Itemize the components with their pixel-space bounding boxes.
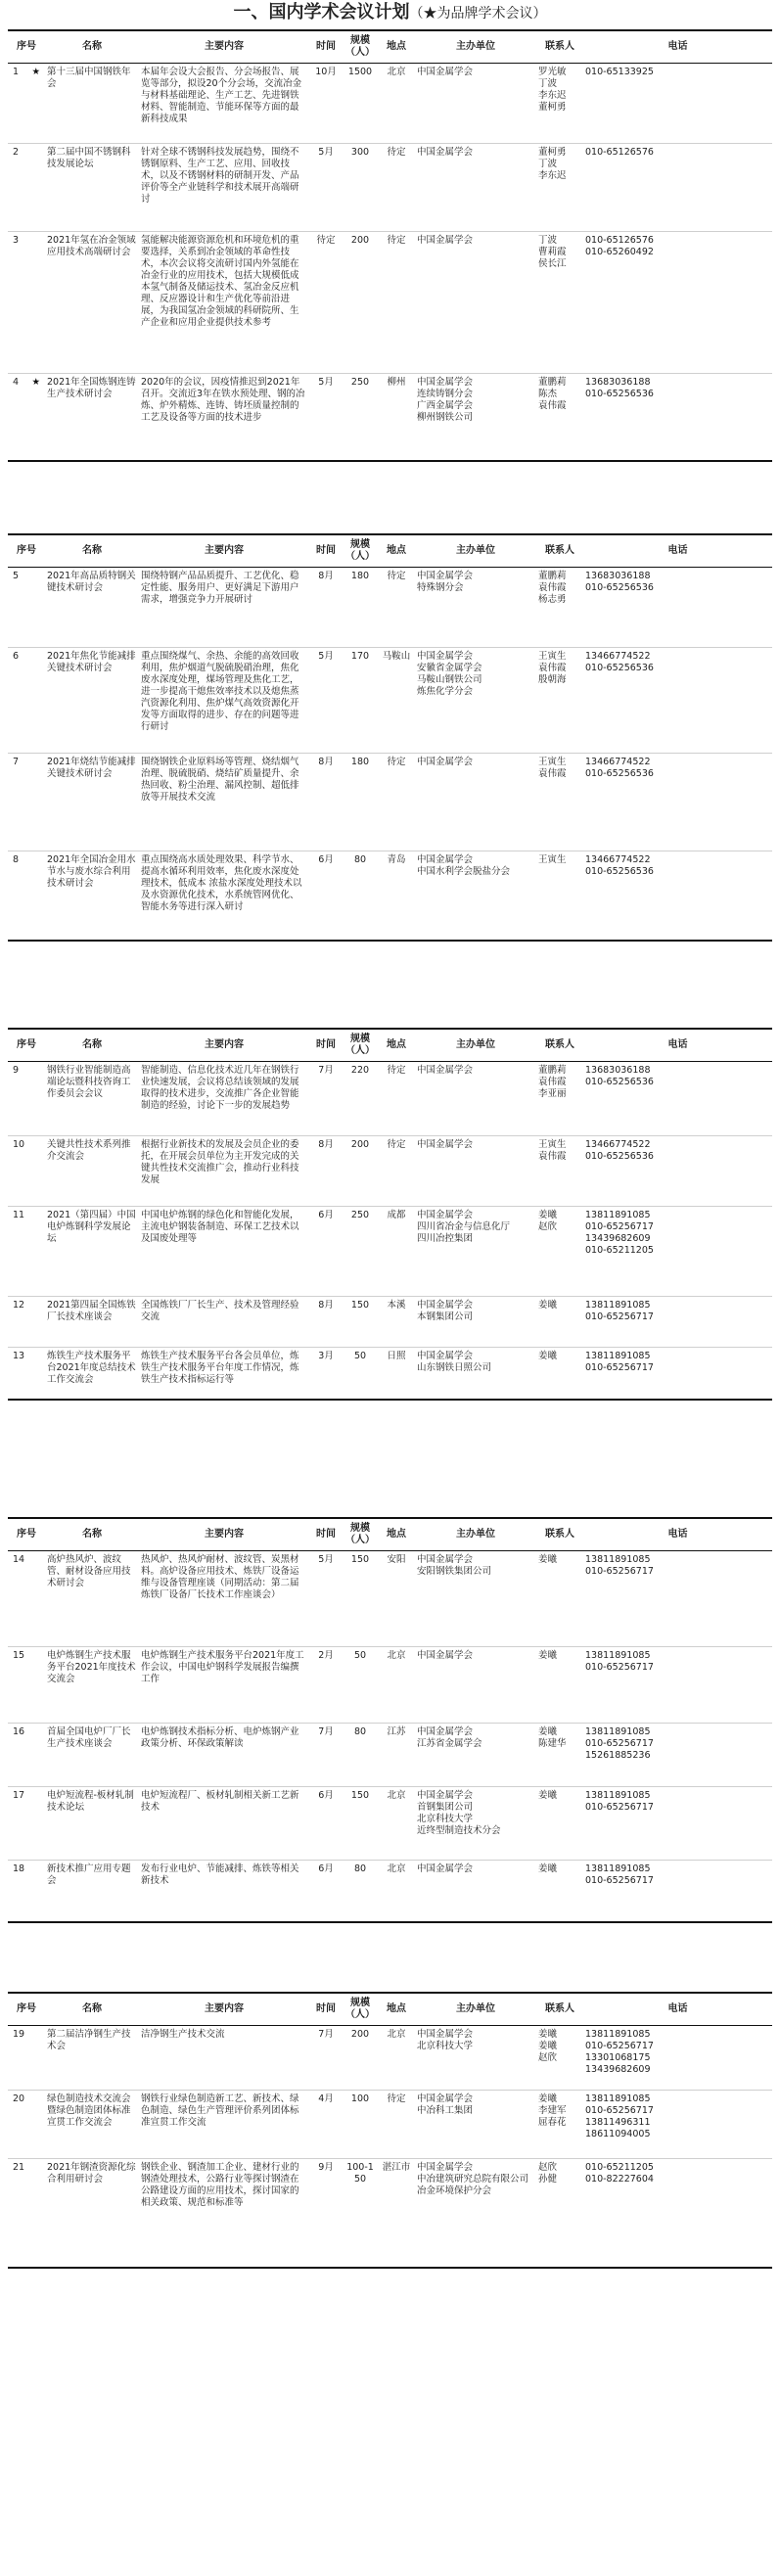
schedule-table: [8, 1519, 772, 1921]
seq-cell: [8, 1207, 45, 1297]
header-content: 主要内容: [139, 1030, 309, 1062]
meeting-time: 6月: [309, 1207, 343, 1297]
meeting-name: 2021年全国炼钢连铸生产技术研讨会: [47, 377, 136, 399]
seq-number: 19: [13, 2029, 25, 2040]
header-seq: 序号: [8, 535, 45, 568]
meeting-host: 中国金属学会 四川省冶金与信息化厅 四川冶控集团: [415, 1207, 536, 1297]
meeting-content: 本届年会设大会报告、分会场报告、展览等部分，拟设20个分会场，交流冶金与材料基础理论、生产工艺、先进钢铁材料、智能制造、节能环保等方面的最新科技成果: [139, 64, 309, 144]
meeting-place: 待定: [378, 1136, 415, 1207]
meeting-name: 关键共性技术系列推介交流会: [45, 1136, 139, 1207]
seq-cell: [8, 1062, 45, 1136]
meeting-scale: 150: [343, 1787, 378, 1861]
seq-number: 8: [13, 854, 20, 865]
meeting-scale: 50: [343, 1647, 378, 1724]
table-row: [8, 1297, 772, 1348]
header-place: 地点: [378, 1030, 415, 1062]
table-row: [8, 754, 772, 851]
meeting-place: 柳州: [387, 377, 406, 388]
meeting-contact: 姜曦: [536, 1787, 583, 1861]
seq-number: 6: [13, 651, 20, 662]
meeting-host: 中国金属学会 特殊钢分会: [415, 568, 536, 648]
seq-number: 21: [13, 2162, 25, 2173]
meeting-phone: 13811891085 010-65256717: [585, 1351, 654, 1373]
meeting-phone: 13811891085 010-65256717 13811496311 18611094005: [583, 2091, 772, 2159]
header-scale: 规模（人）: [343, 1994, 378, 2026]
table-row: [8, 1207, 772, 1297]
seq-number: 17: [13, 1790, 25, 1801]
header-scale: 规模（人）: [343, 535, 378, 568]
meeting-time: 5月: [309, 144, 343, 232]
meeting-host: 中国金属学会 安徽省金属学会 马鞍山钢铁公司 炼焦化学分会: [415, 648, 536, 754]
meeting-scale: 200: [343, 232, 378, 374]
meeting-time: 2月: [309, 1647, 343, 1724]
meeting-host: 中国金属学会 中国水利学会脱盐分会: [417, 854, 511, 877]
meeting-host: 中国金属学会: [415, 1647, 536, 1724]
seq-number: 15: [13, 1650, 25, 1661]
meeting-phone: 13811891085 010-65256717: [583, 1297, 772, 1348]
seq-cell: [8, 2026, 45, 2091]
meeting-time: 8月: [309, 1136, 343, 1207]
seq-number: 16: [13, 1726, 25, 1737]
meeting-phone: 010-65211205 010-82227604: [585, 2162, 654, 2185]
meeting-content: 发布行业电炉、节能减排、炼铁等相关新技术: [141, 1863, 299, 1886]
header-name: 名称: [45, 1519, 139, 1551]
seq-number: 12: [13, 1300, 25, 1311]
meeting-place: 日照: [387, 1351, 406, 1361]
header-time: 时间: [309, 1994, 343, 2026]
meeting-content: 电炉炼钢技术指标分析、电炉炼钢产业政策分析、环保政策解读: [139, 1724, 309, 1787]
seq-number: 10: [13, 1139, 25, 1150]
meeting-contact: 王寅生 袁伟霞: [536, 754, 583, 851]
meeting-host: 中国金属学会: [415, 144, 536, 232]
header-host: 主办单位: [415, 1030, 536, 1062]
seq-cell: [8, 374, 45, 460]
meeting-name: 炼铁生产技术服务平台2021年度总结技术工作交流会: [47, 1351, 136, 1385]
table-page: [8, 533, 772, 942]
meeting-contact: 王寅生 袁伟霞: [536, 1136, 583, 1207]
table-header-row: [8, 31, 772, 64]
meeting-place: 待定: [378, 144, 415, 232]
meeting-phone: 13811891085 010-65256717: [583, 1551, 772, 1647]
meeting-time: 8月: [309, 754, 343, 851]
header-phone: 电话: [583, 1519, 772, 1551]
table-header-row: [8, 1030, 772, 1062]
meeting-place: 北京: [378, 1647, 415, 1724]
meeting-time: 5月: [318, 377, 334, 388]
meeting-contact: 罗光敏 丁波 李东迟 董柯勇: [536, 64, 583, 144]
meeting-content: 针对全球不锈钢科技发展趋势，围绕不锈钢原料、生产工艺、应用、回收技术，以及不锈钢材料的研制开发、产品评价等全产业链科学和技术展开高端研讨: [139, 144, 309, 232]
meeting-scale: 200: [343, 2026, 378, 2091]
meeting-name: 第十三届中国钢铁年会: [45, 64, 139, 144]
meeting-contact: 姜曦: [536, 1297, 583, 1348]
meeting-place: 待定: [378, 2091, 415, 2159]
table-row: [8, 648, 772, 754]
table-row: [8, 144, 772, 232]
meeting-content: 围绕钢铁企业原料场等管理、烧结烟气治理、脱硫脱硝、烧结矿质量提升、余热回收、粉尘治理、漏风控制、超低排放等开展技术交流: [139, 754, 309, 851]
seq-number: 18: [13, 1863, 25, 1874]
seq-number: 1: [13, 67, 20, 77]
header-contact: 联系人: [536, 31, 583, 64]
seq-number: 13: [13, 1351, 25, 1361]
meeting-content: 智能制造、信息化技术近几年在钢铁行业快速发展，会议将总结该领域的发展取得的技术进步，交流推广各企业智能制造的经验，讨论下一步的发展趋势: [139, 1062, 309, 1136]
meeting-time: 6月: [318, 854, 334, 865]
meeting-name: 第二届洁净钢生产技术会: [45, 2026, 139, 2091]
table-page: [8, 1517, 772, 1923]
table-row: [8, 2159, 772, 2267]
meeting-time: 8月: [309, 568, 343, 648]
seq-number: 4: [13, 377, 20, 388]
meeting-time: 4月: [309, 2091, 343, 2159]
page-title: [0, 0, 780, 29]
meeting-place: 北京: [378, 1787, 415, 1861]
meeting-name: 2021年氢在冶金领域应用技术高端研讨会: [45, 232, 139, 374]
meeting-time: 9月: [318, 2162, 334, 2173]
header-seq: 序号: [8, 1519, 45, 1551]
table-row: [8, 1348, 772, 1399]
meeting-time: 7月: [309, 2026, 343, 2091]
seq-number: 9: [13, 1065, 20, 1076]
header-seq: 序号: [8, 31, 45, 64]
header-contact: 联系人: [536, 1030, 583, 1062]
meeting-name: 钢铁行业智能制造高端论坛暨科技咨询工作委员会会议: [45, 1062, 139, 1136]
seq-number: 11: [13, 1210, 25, 1220]
meeting-contact: 姜曦 赵欣: [536, 1207, 583, 1297]
meeting-scale: 80: [353, 854, 367, 865]
header-host: 主办单位: [415, 535, 536, 568]
meeting-contact: 姜曦 姜曦 赵欣: [536, 2026, 583, 2091]
schedule-table: [8, 1994, 772, 2267]
meeting-contact: 姜曦: [536, 1647, 583, 1724]
seq-cell: [8, 232, 45, 374]
meeting-content: 钢铁行业绿色制造新工艺、新技术、绿色制造、绿色生产管理评价系列团体标准宣贯工作交流: [139, 2091, 309, 2159]
table-row: [8, 2026, 772, 2091]
meeting-host: 中国金属学会 首钢集团公司 北京科技大学 近终型制造技术分会: [415, 1787, 536, 1861]
meeting-contact: 姜曦 陈建华: [536, 1724, 583, 1787]
meeting-phone: 13811891085 010-65256717 15261885236: [583, 1724, 772, 1787]
meeting-name: 2021年焦化节能减排关键技术研讨会: [45, 648, 139, 754]
table-row: [8, 1861, 772, 1921]
title-subtitle: （★为品牌学术会议）: [409, 6, 547, 22]
meeting-time: 3月: [318, 1351, 334, 1361]
meeting-time: 8月: [309, 1297, 343, 1348]
brand-star-icon: ★: [31, 377, 40, 388]
meeting-content: 钢铁企业、钢渣加工企业、建材行业的钢渣处理技术，公路行业等探讨钢渣在公路建设方面的应用技术，探讨国家的相关政策、规范和标准等: [141, 2162, 299, 2208]
meeting-content: 热风炉、热风炉耐材、波纹管、炭黑材料。高炉设备应用技术、炼铁厂设备运维与设备管理座谈（同期活动：第二届炼铁厂设备厂长技术工作座谈会）: [139, 1551, 309, 1647]
meeting-scale: 180: [343, 754, 378, 851]
meeting-name: 新技术推广应用专题会: [47, 1863, 131, 1886]
seq-cell: [8, 1551, 45, 1647]
header-place: 地点: [378, 535, 415, 568]
meeting-name: 2021（第四届）中国电炉炼钢科学发展论坛: [45, 1207, 139, 1297]
meeting-host: 中国金属学会 中冶建筑研究总院有限公司 冶金环境保护分会: [417, 2162, 529, 2196]
schedule-table: [8, 535, 772, 940]
meeting-place: 马鞍山: [378, 648, 415, 754]
meeting-content: 全国炼铁厂厂长生产、技术及管理经验交流: [139, 1297, 309, 1348]
meeting-content: 电炉短流程厂、板材轧制相关新工艺新技术: [139, 1787, 309, 1861]
seq-number: 3: [13, 235, 20, 246]
header-content: 主要内容: [139, 31, 309, 64]
meeting-contact: 王寅生 袁伟霞 殷朝海: [536, 648, 583, 754]
meeting-name: 2021年全国冶金用水节水与废水综合利用技术研讨会: [47, 854, 136, 889]
title-text: 一、国内学术会议计划: [233, 2, 410, 23]
meeting-contact: 姜曦: [536, 1551, 583, 1647]
meeting-contact: 赵欣 孙健: [538, 2162, 558, 2185]
meeting-host: 中国金属学会 安阳钢铁集团公司: [415, 1551, 536, 1647]
header-phone: 电话: [583, 1030, 772, 1062]
header-scale: 规模（人）: [343, 31, 378, 64]
meeting-host: 中国金属学会 江苏省金属学会: [415, 1724, 536, 1787]
meeting-scale: 50: [353, 1351, 367, 1361]
meeting-content: 重点围绕高水质处理效果、科学节水、提高水循环利用效率，焦化废水深度处理技术，低成本 浓盐水深度处理技术以及水资源优化技术，水系统管网优化、智能水务等进行深入研讨: [141, 854, 302, 912]
header-contact: 联系人: [536, 535, 583, 568]
meeting-content: 洁净钢生产技术交流: [139, 2026, 309, 2091]
table-page: [8, 1992, 772, 2269]
header-place: 地点: [378, 1519, 415, 1551]
header-content: 主要内容: [139, 535, 309, 568]
meeting-scale: 100: [343, 2091, 378, 2159]
meeting-name: 首届全国电炉厂厂长生产技术座谈会: [45, 1724, 139, 1787]
header-time: 时间: [309, 535, 343, 568]
meeting-scale: 250: [343, 1207, 378, 1297]
header-time: 时间: [309, 1519, 343, 1551]
meeting-scale: 150: [343, 1551, 378, 1647]
meeting-phone: 13466774522 010-65256536: [583, 1136, 772, 1207]
meeting-time: 7月: [309, 1724, 343, 1787]
meeting-time: 待定: [309, 232, 343, 374]
meeting-scale: 80: [343, 1724, 378, 1787]
meeting-time: 10月: [309, 64, 343, 144]
meeting-phone: 13811891085 010-65256717: [585, 1863, 654, 1886]
meeting-place: 待定: [378, 232, 415, 374]
seq-cell: [8, 1297, 45, 1348]
meeting-phone: 13811891085 010-65256717 13439682609 010-65211205: [583, 1207, 772, 1297]
meeting-scale: 180: [343, 568, 378, 648]
meeting-time: 7月: [309, 1062, 343, 1136]
header-place: 地点: [378, 31, 415, 64]
meeting-phone: 010-65133925: [583, 64, 772, 144]
meeting-place: 待定: [378, 1062, 415, 1136]
meeting-contact: 董鹏莉 陈杰 袁伟霞: [538, 377, 567, 411]
seq-cell: [8, 64, 45, 144]
meeting-content: 2020年的会议，因疫情推迟到2021年召开。交流近3年在铁水预处理、钢的冶炼、炉外精炼、连铸、铸坯质量控制的工艺及设备等方面的技术进步: [141, 377, 305, 423]
meeting-scale: 250: [350, 377, 370, 388]
meeting-name: 2021年高品质特钢关键技术研讨会: [45, 568, 139, 648]
meeting-contact: 董鹏莉 袁伟霞 李亚丽: [536, 1062, 583, 1136]
header-scale: 规模（人）: [343, 1030, 378, 1062]
table-header-row: [8, 1994, 772, 2026]
meeting-place: 北京: [387, 1863, 406, 1874]
seq-cell: [8, 1724, 45, 1787]
meeting-place: 本溪: [378, 1297, 415, 1348]
meeting-contact: 姜曦: [538, 1863, 558, 1874]
meeting-name: 2021年烧结节能减排关键技术研讨会: [45, 754, 139, 851]
header-host: 主办单位: [415, 31, 536, 64]
table-row: [8, 851, 772, 940]
meeting-content: 氢能解决能源资源危机和环境危机的重要选择，关系到冶金领域的革命性技术，本次会议将交流研讨国内外氢能在冶金行业的应用技术，包括大规模低成本氢气制备及储运技术、氢冶金反应机理、反应器设计和生产优化等前沿进展，为我国氢冶金领域的科研院所、生产企业和应用企业提供技术参考: [139, 232, 309, 374]
meeting-contact: 王寅生: [538, 854, 567, 865]
meeting-place: 青岛: [387, 854, 406, 865]
seq-cell: [8, 1787, 45, 1861]
seq-cell: [8, 1136, 45, 1207]
meeting-scale: 150: [343, 1297, 378, 1348]
meeting-host: 中国金属学会 中冶科工集团: [415, 2091, 536, 2159]
meeting-scale: 220: [343, 1062, 378, 1136]
meeting-scale: 80: [353, 1863, 367, 1874]
table-row: [8, 64, 772, 144]
seq-cell: [8, 1348, 45, 1399]
schedule-table: [8, 31, 772, 460]
seq-cell: [8, 851, 45, 940]
meeting-scale: 300: [343, 144, 378, 232]
meeting-content: 根据行业新技术的发展及会员企业的委托，在开展会员单位为主开发完成的关键共性技术交流推广会，推动行业科技发展: [139, 1136, 309, 1207]
meeting-place: 安阳: [378, 1551, 415, 1647]
header-contact: 联系人: [536, 1519, 583, 1551]
seq-cell: [8, 1861, 45, 1921]
table-row: [8, 374, 772, 460]
meeting-place: 待定: [378, 568, 415, 648]
meeting-name: 第二届中国不锈钢科技发展论坛: [45, 144, 139, 232]
seq-cell: [8, 2159, 45, 2267]
seq-cell: [8, 1647, 45, 1724]
meeting-name: 绿色制造技术交流会暨绿色制造团体标准宣贯工作交流会: [45, 2091, 139, 2159]
seq-number: 2: [13, 147, 20, 158]
header-time: 时间: [309, 31, 343, 64]
meeting-place: 北京: [378, 2026, 415, 2091]
meeting-host: 中国金属学会 本钢集团公司: [415, 1297, 536, 1348]
meeting-host: 中国金属学会: [415, 64, 536, 144]
table-row: [8, 232, 772, 374]
meeting-phone: 13811891085 010-65256717: [583, 1787, 772, 1861]
meeting-name: 高炉热风炉、波纹管、耐材设备应用技术研讨会: [45, 1551, 139, 1647]
seq-number: 14: [13, 1554, 25, 1565]
meeting-phone: 13466774522 010-65256536: [583, 648, 772, 754]
meeting-name: 电炉炼钢生产技术服务平台2021年度技术交流会: [45, 1647, 139, 1724]
meeting-contact: 董鹏莉 袁伟霞 杨志勇: [536, 568, 583, 648]
meeting-place: 北京: [378, 64, 415, 144]
meeting-contact: 姜曦 李建军 屈春花: [536, 2091, 583, 2159]
meeting-host: 中国金属学会: [415, 1062, 536, 1136]
seq-number: 7: [13, 757, 20, 767]
header-seq: 序号: [8, 1994, 45, 2026]
brand-star-icon: ★: [31, 67, 40, 77]
meeting-scale: 200: [343, 1136, 378, 1207]
header-name: 名称: [45, 1994, 139, 2026]
meeting-time: 5月: [309, 1551, 343, 1647]
header-name: 名称: [45, 535, 139, 568]
table-row: [8, 1062, 772, 1136]
header-name: 名称: [45, 1030, 139, 1062]
header-scale: 规模（人）: [343, 1519, 378, 1551]
seq-number: 5: [13, 571, 20, 581]
meeting-content: 重点围绕煤气、余热、余能的高效回收利用，焦炉烟道气脱硫脱硝治理，焦化废水深度处理，煤场管理及焦化工艺，进一步提高干熄焦效率技术以及熄焦蒸汽资源化利用、焦炉煤气高效资源化开发等方面取得的进步、存在的问题等进行研讨: [139, 648, 309, 754]
header-host: 主办单位: [415, 1519, 536, 1551]
meeting-host: 中国金属学会: [415, 1136, 536, 1207]
meeting-phone: 13466774522 010-65256536: [585, 854, 654, 877]
meeting-phone: 13811891085 010-65256717: [583, 1647, 772, 1724]
header-content: 主要内容: [139, 1994, 309, 2026]
table-row: [8, 2091, 772, 2159]
table-row: [8, 1136, 772, 1207]
meeting-contact: 董柯勇 丁波 李东迟: [536, 144, 583, 232]
table-row: [8, 568, 772, 648]
meeting-contact: 姜曦: [538, 1351, 558, 1361]
table-header-row: [8, 535, 772, 568]
meeting-contact: 丁波 曹莉霞 侯长江: [536, 232, 583, 374]
table-row: [8, 1724, 772, 1787]
seq-cell: [8, 648, 45, 754]
meeting-name: 电炉短流程-板材轧制技术论坛: [45, 1787, 139, 1861]
meeting-time: 6月: [318, 1863, 334, 1874]
meeting-host: 中国金属学会 山东钢铁日照公司: [417, 1351, 492, 1373]
header-phone: 电话: [583, 31, 772, 64]
meeting-phone: 010-65126576 010-65260492: [583, 232, 772, 374]
meeting-place: 成都: [378, 1207, 415, 1297]
meeting-name: 2021第四届全国炼铁厂长技术座谈会: [45, 1297, 139, 1348]
schedule-table: [8, 1030, 772, 1399]
meeting-scale: 100-150: [346, 2162, 374, 2185]
table-row: [8, 1647, 772, 1724]
meeting-time: 5月: [309, 648, 343, 754]
meeting-place: 待定: [378, 754, 415, 851]
header-name: 名称: [45, 31, 139, 64]
header-contact: 联系人: [536, 1994, 583, 2026]
header-host: 主办单位: [415, 1994, 536, 2026]
header-seq: 序号: [8, 1030, 45, 1062]
meeting-time: 6月: [309, 1787, 343, 1861]
seq-cell: [8, 2091, 45, 2159]
meeting-place: 湛江市: [382, 2162, 411, 2173]
header-place: 地点: [378, 1994, 415, 2026]
header-content: 主要内容: [139, 1519, 309, 1551]
meeting-phone: 13683036188 010-65256536: [585, 377, 654, 399]
header-time: 时间: [309, 1030, 343, 1062]
meeting-content: 围绕特钢产品品质提升、工艺优化、稳定性能、服务用户、更好满足下游用户需求，增强竞争力开展研讨: [139, 568, 309, 648]
meeting-host: 中国金属学会 北京科技大学: [415, 2026, 536, 2091]
seq-cell: [8, 568, 45, 648]
meeting-phone: 13683036188 010-65256536: [583, 1062, 772, 1136]
meeting-phone: 010-65126576: [583, 144, 772, 232]
meeting-place: 江苏: [378, 1724, 415, 1787]
meeting-scale: 1500: [343, 64, 378, 144]
meeting-content: 炼铁生产技术服务平台各会员单位，炼铁生产技术服务平台年度工作情况，炼铁生产技术指标运行等: [141, 1351, 299, 1385]
meeting-content: 中国电炉炼钢的绿色化和智能化发展，主流电炉钢装备制造、环保工艺技术以及国废处理等: [139, 1207, 309, 1297]
meeting-host: 中国金属学会: [415, 232, 536, 374]
meeting-name: 2021年钢渣资源化综合利用研讨会: [47, 2162, 136, 2185]
table-page: [8, 1028, 772, 1401]
meeting-scale: 170: [343, 648, 378, 754]
seq-number: 20: [13, 2093, 25, 2104]
seq-cell: [8, 754, 45, 851]
meeting-phone: 13466774522 010-65256536: [583, 754, 772, 851]
meeting-host: 中国金属学会: [417, 1863, 474, 1874]
table-header-row: [8, 1519, 772, 1551]
meeting-phone: 13683036188 010-65256536: [583, 568, 772, 648]
table-page: [8, 29, 772, 462]
header-phone: 电话: [583, 535, 772, 568]
seq-cell: [8, 144, 45, 232]
header-phone: 电话: [583, 1994, 772, 2026]
table-row: [8, 1551, 772, 1647]
meeting-host: 中国金属学会: [415, 754, 536, 851]
meeting-phone: 13811891085 010-65256717 13301068175 13439682609: [583, 2026, 772, 2091]
meeting-host: 中国金属学会 连续铸钢分会 广西金属学会 柳州钢铁公司: [417, 377, 474, 423]
table-row: [8, 1787, 772, 1861]
meeting-content: 电炉炼钢生产技术服务平台2021年度工作会议，中国电炉钢科学发展报告编撰工作: [139, 1647, 309, 1724]
